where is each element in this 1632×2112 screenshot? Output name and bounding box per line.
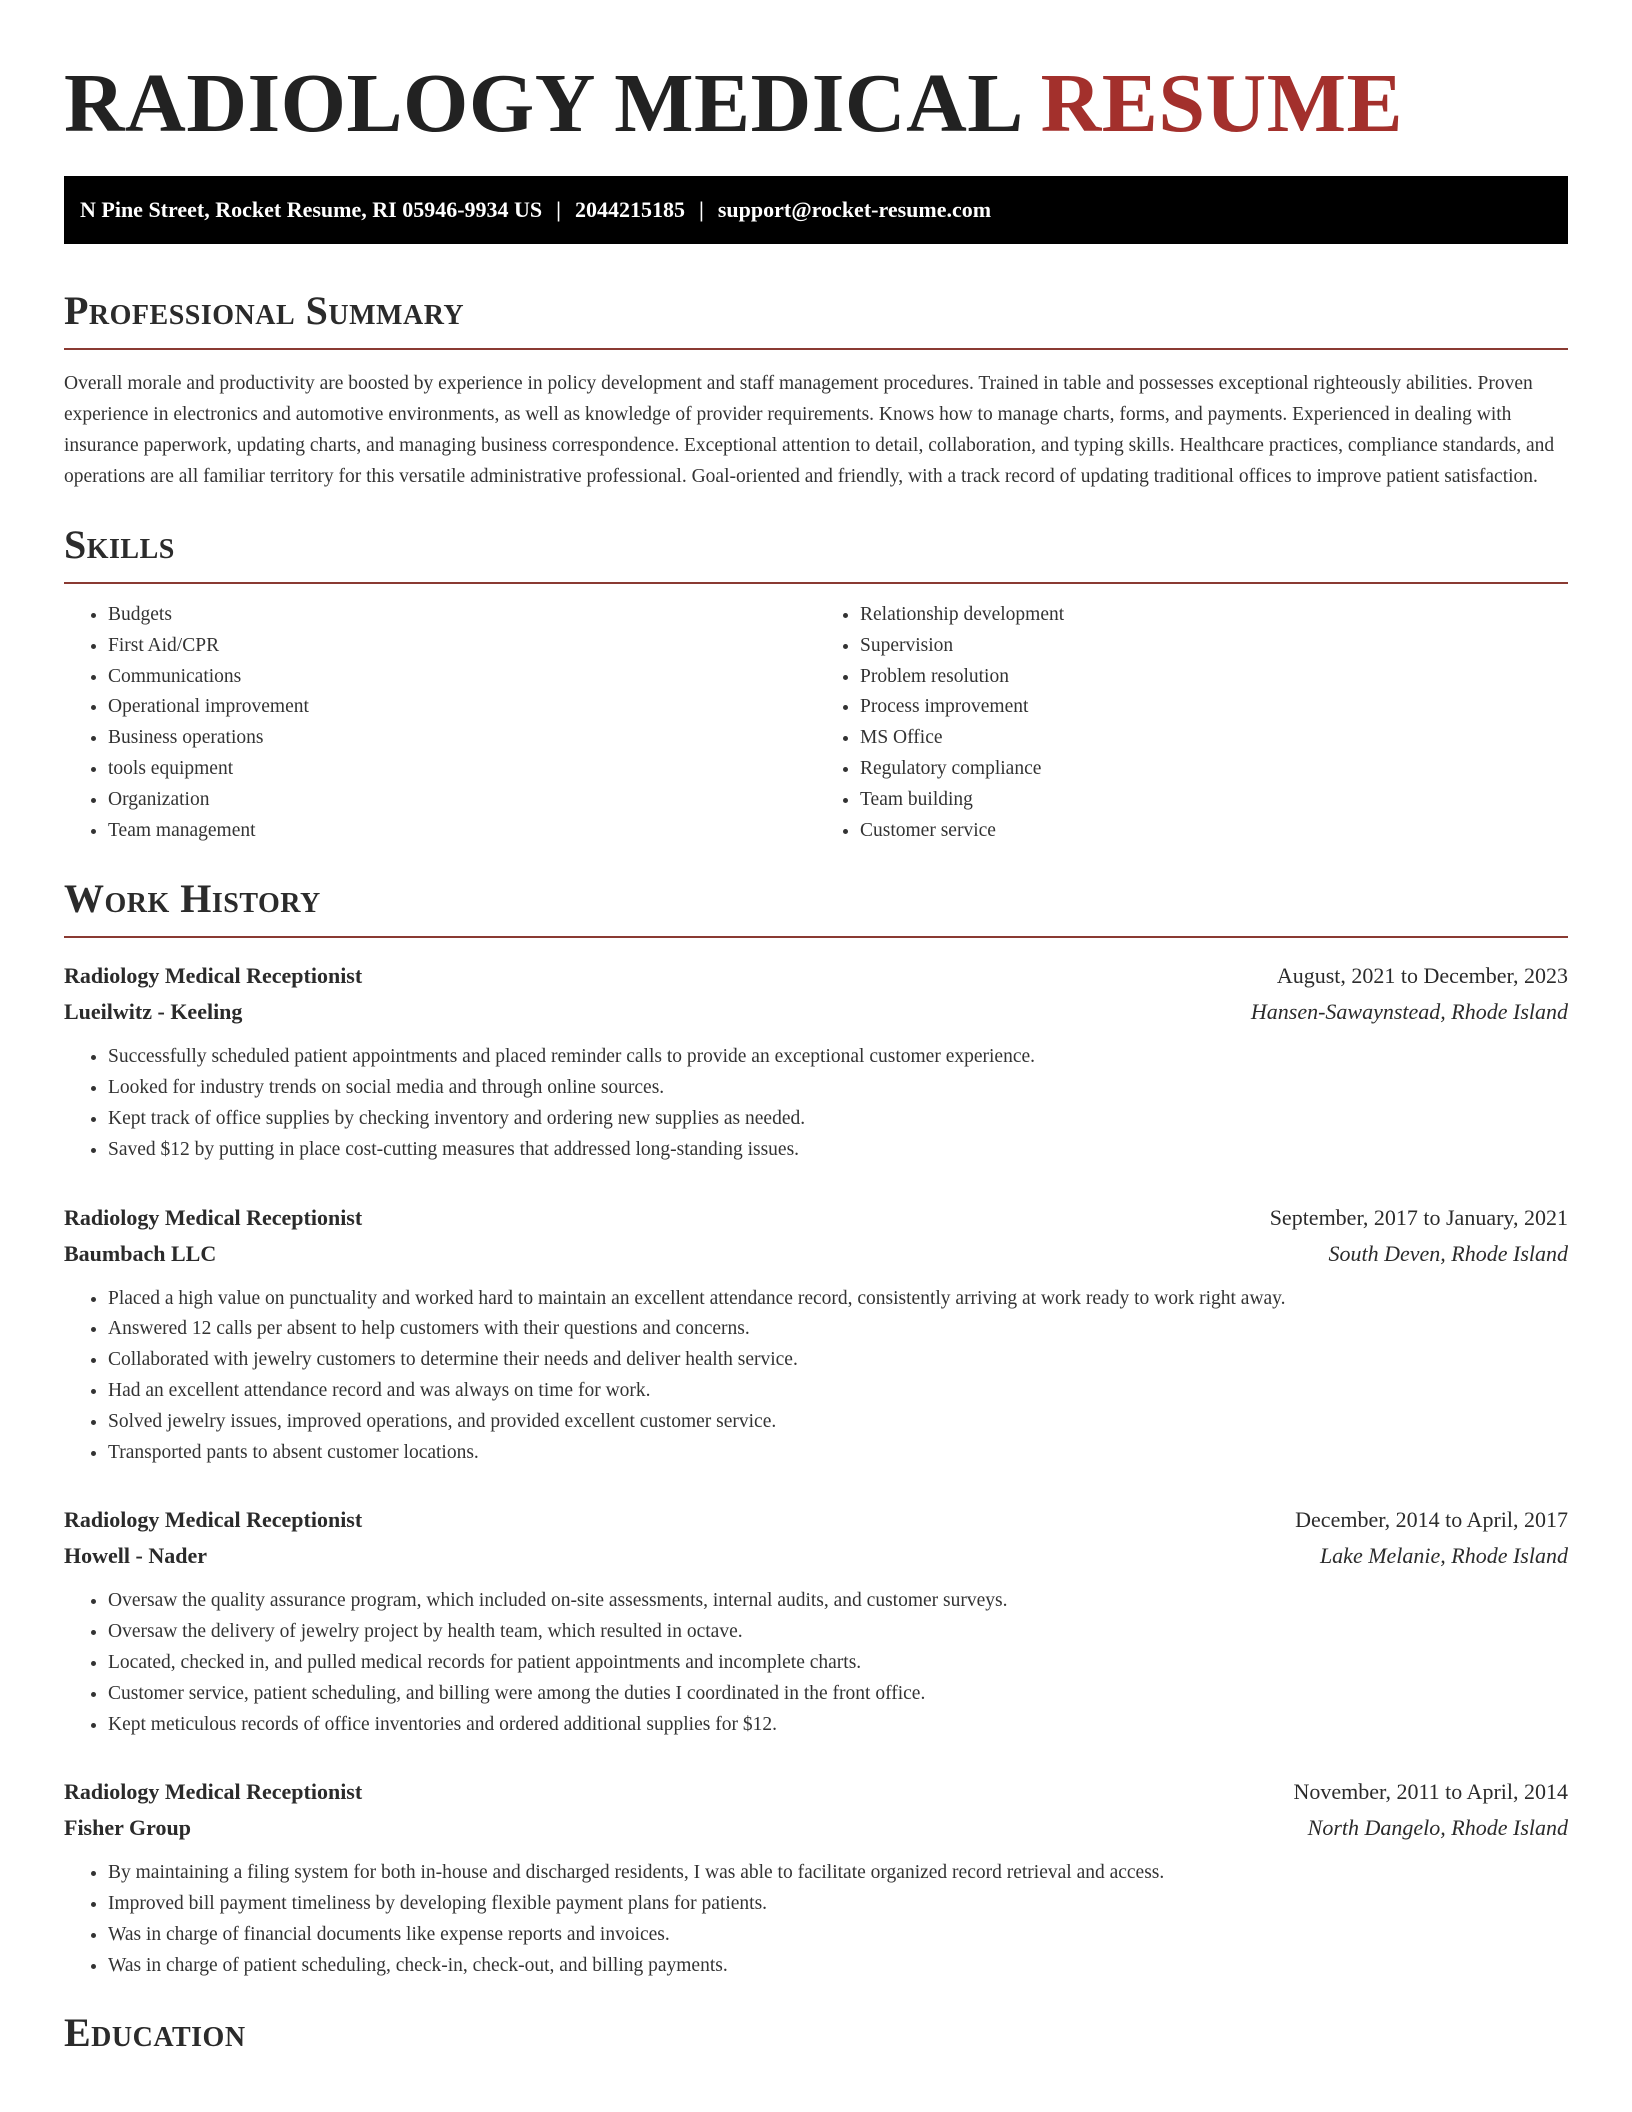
skill-item: • Business operations xyxy=(108,723,816,754)
contact-bar xyxy=(64,176,1568,244)
job-bullet: • Improved bill payment timeliness by developing flexible payment plans for patients. xyxy=(108,1889,1568,1920)
section-divider xyxy=(64,582,1568,584)
work-history-list xyxy=(64,958,1568,1981)
job-header-row xyxy=(64,1200,1568,1236)
job-bullet: • Kept track of office supplies by checking inventory and ordering new supplies as needed. xyxy=(108,1104,1568,1135)
contact-phone: 2044215185 xyxy=(575,197,685,222)
job-company: Fisher Group xyxy=(64,1815,191,1841)
section-divider xyxy=(64,936,1568,938)
skill-item: • Communications xyxy=(108,662,816,693)
skill-item: • Process improvement xyxy=(860,692,1568,723)
job-company: Howell - Nader xyxy=(64,1543,207,1569)
contact-separator: | xyxy=(699,197,704,222)
job-title: Radiology Medical Receptionist xyxy=(64,1204,363,1230)
job-bullet: • Customer service, patient scheduling, and billing were among the duties I coordinated in the front office. xyxy=(108,1679,1568,1710)
skill-item: • Customer service xyxy=(860,816,1568,847)
skill-item: • Team building xyxy=(860,785,1568,816)
job-company-row xyxy=(64,1236,1568,1272)
job-bullets xyxy=(64,1284,1568,1469)
job-company: Lueilwitz - Keeling xyxy=(64,999,243,1025)
job-location: North Dangelo, Rhode Island xyxy=(1307,1815,1568,1841)
skills-list-left xyxy=(64,600,816,846)
education-heading: Education xyxy=(64,2009,246,2055)
summary-text: Overall morale and productivity are boosted by experience in policy development and staff management procedures. Trained in table and possesses exceptional righteously abilities. Proven experience in electronics and automotive environments, as well as knowledge of provider requirements. Knows how to manage charts, forms, and payments. Experienced in dealing with insurance paperwork, updating charts, and managing business correspondence. Exceptional attention to detail, collaboration, and typing skills. Healthcare practices, compliance standards, and operations are all familiar territory for this versatile administrative professional. Goal-oriented and friendly, with a track record of updating traditional offices to improve patient satisfaction. xyxy=(64,373,1555,487)
name-accent: RESUME xyxy=(1040,57,1404,150)
job-entry xyxy=(64,1774,1568,1981)
contact-email: support@rocket-resume.com xyxy=(717,197,992,222)
job-bullet: • Looked for industry trends on social media and through online sources. xyxy=(108,1073,1568,1104)
skill-item: • Operational improvement xyxy=(108,692,816,723)
job-bullet: • Had an excellent attendance record and was always on time for work. xyxy=(108,1376,1568,1407)
job-dates: November, 2011 to April, 2014 xyxy=(1293,1779,1568,1805)
job-bullet: • Oversaw the quality assurance program, which included on-site assessments, internal audits, and customer surveys. xyxy=(108,1586,1568,1617)
job-location: Hansen-Sawaynstead, Rhode Island xyxy=(1250,999,1568,1025)
job-bullet: • Saved $12 by putting in place cost-cutting measures that addressed long-standing issues. xyxy=(108,1135,1568,1166)
skill-item: • Regulatory compliance xyxy=(860,754,1568,785)
job-header-row xyxy=(64,1774,1568,1810)
job-bullet: • Was in charge of patient scheduling, check-in, check-out, and billing payments. xyxy=(108,1951,1568,1982)
job-dates: September, 2017 to January, 2021 xyxy=(1269,1204,1568,1230)
resume-name xyxy=(64,0,1568,152)
name-main: RADIOLOGY MEDICAL xyxy=(64,57,1020,150)
job-entry xyxy=(64,1502,1568,1740)
job-bullet: • Collaborated with jewelry customers to determine their needs and deliver health service. xyxy=(108,1345,1568,1376)
contact-separator: | xyxy=(556,197,561,222)
job-bullets xyxy=(64,1858,1568,1981)
skill-item: • Relationship development xyxy=(860,600,1568,631)
job-company-row xyxy=(64,1538,1568,1574)
job-bullet: • Successfully scheduled patient appointments and placed reminder calls to provide an exceptional customer experience. xyxy=(108,1042,1568,1073)
summary-heading: Professional Summary xyxy=(64,288,465,333)
job-bullet: • Solved jewelry issues, improved operations, and provided excellent customer service. xyxy=(108,1407,1568,1438)
job-header-row xyxy=(64,1502,1568,1538)
job-title: Radiology Medical Receptionist xyxy=(64,1507,363,1533)
job-title: Radiology Medical Receptionist xyxy=(64,1779,363,1805)
job-title: Radiology Medical Receptionist xyxy=(64,963,363,989)
job-bullet: • Answered 12 calls per absent to help customers with their questions and concerns. xyxy=(108,1314,1568,1345)
work-history-heading: Work History xyxy=(64,876,321,922)
skills-columns xyxy=(64,600,1568,846)
job-company: Baumbach LLC xyxy=(64,1240,217,1266)
skill-item: • Supervision xyxy=(860,631,1568,662)
job-company-row xyxy=(64,994,1568,1030)
job-bullet: • Placed a high value on punctuality and worked hard to maintain an excellent attendance record, consistently arriving at work ready to work right away. xyxy=(108,1284,1568,1315)
job-dates: August, 2021 to December, 2023 xyxy=(1276,963,1568,989)
job-entry xyxy=(64,958,1568,1165)
job-bullet: • Kept meticulous records of office inventories and ordered additional supplies for $12. xyxy=(108,1710,1568,1741)
job-bullet: • Transported pants to absent customer locations. xyxy=(108,1438,1568,1469)
skill-item: • Team management xyxy=(108,816,816,847)
job-bullets xyxy=(64,1586,1568,1740)
job-location: Lake Melanie, Rhode Island xyxy=(1319,1543,1568,1569)
job-location: South Deven, Rhode Island xyxy=(1328,1240,1568,1266)
skill-item: • MS Office xyxy=(860,723,1568,754)
skill-item: • Budgets xyxy=(108,600,816,631)
job-bullet: • Located, checked in, and pulled medical records for patient appointments and incomplete charts. xyxy=(108,1648,1568,1679)
skill-item: • Problem resolution xyxy=(860,662,1568,693)
contact-address: N Pine Street, Rocket Resume, RI 05946-9934 US xyxy=(80,197,543,222)
job-company-row xyxy=(64,1810,1568,1846)
job-bullet: • Oversaw the delivery of jewelry project by health team, which resulted in octave. xyxy=(108,1617,1568,1648)
skill-item: • Organization xyxy=(108,785,816,816)
skills-heading: Skills xyxy=(64,522,175,567)
job-bullet: • By maintaining a filing system for both in-house and discharged residents, I was able to facilitate organized record retrieval and access. xyxy=(108,1858,1568,1889)
job-dates: December, 2014 to April, 2017 xyxy=(1295,1507,1568,1533)
skill-item: • First Aid/CPR xyxy=(108,631,816,662)
skills-list-right xyxy=(816,600,1568,846)
job-bullets xyxy=(64,1042,1568,1165)
job-entry xyxy=(64,1200,1568,1469)
job-bullet: • Was in charge of financial documents like expense reports and invoices. xyxy=(108,1920,1568,1951)
skill-item: • tools equipment xyxy=(108,754,816,785)
job-header-row xyxy=(64,958,1568,994)
section-divider xyxy=(64,348,1568,350)
